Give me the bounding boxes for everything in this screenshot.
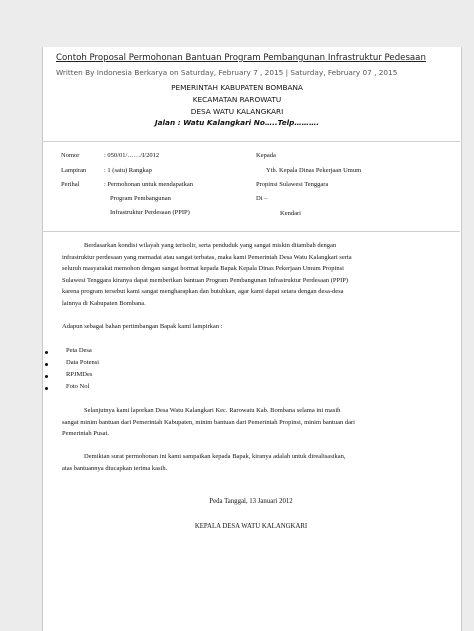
recipient-line-1: Yth. Kepala Dinas Pekerjaan Umum bbox=[266, 167, 362, 174]
perihal-line-3: Infrastruktur Perdesaan (PPIP) bbox=[110, 209, 190, 216]
separator-bottom bbox=[42, 231, 460, 232]
paragraph-3-line-2: sangat minim bantuan dari Pemerintah Kabupaten, minim bantuan dari Pemerintah Propinsi, minim bantuan dari bbox=[62, 418, 355, 426]
kop-line-3: DESA WATU KALANGKARI bbox=[190, 107, 284, 116]
recipient-city: Kendari bbox=[280, 210, 301, 217]
perihal-line-2: Program Pembangunan bbox=[110, 195, 171, 202]
paragraph-1-line-1: Berdasarkan kondisi wilayah yang terisolir, serta penduduk yang sangat miskin ditambah dengan bbox=[84, 242, 337, 249]
nomor-label: Nomor bbox=[61, 152, 80, 159]
perihal-label: Perihal bbox=[61, 181, 80, 188]
paragraph-4 bbox=[62, 451, 414, 474]
bullet-dot bbox=[45, 387, 48, 390]
perihal-line-1: : Permohonan untuk mendapatkan bbox=[104, 181, 193, 188]
recipient-line-2: Propinsi Sulawesi Tenggara bbox=[256, 181, 329, 188]
paragraph-2: Adapun sebagai bahan pertimbangan Bapak kami lampirkan : bbox=[62, 323, 223, 330]
separator-top bbox=[42, 141, 460, 142]
paragraph-1-line-3: seluruh masyarakat memohon dengan sangat hormat kepada Bapak Kepala Dinas Pekerjaan Umum Propinsi bbox=[62, 265, 344, 273]
kop-line-2: KECAMATAN RAROWATU bbox=[192, 95, 282, 104]
lampiran-value: : 1 (satu) Rangkap bbox=[104, 167, 152, 174]
attachment-item: Foto Nol bbox=[66, 383, 90, 390]
paragraph-1-line-5: karena program tersebut kami sangat mengharapkan dan butuhkan, agar kami dapat setara dengan desa-desa bbox=[62, 288, 344, 296]
post-title[interactable]: Contoh Proposal Permohonan Bantuan Program Pembangunan Infrastruktur Pedesaan bbox=[56, 53, 426, 63]
paragraph-1 bbox=[62, 240, 414, 310]
document-page bbox=[42, 47, 462, 631]
bullet-dot bbox=[45, 351, 48, 354]
place-date: Peda Tanggal, 13 Januari 2012 bbox=[209, 498, 293, 505]
paragraph-1-line-6: lainnya di Kabupaten Bombana. bbox=[62, 299, 146, 307]
signer-title: KEPALA DESA WATU KALANGKARI bbox=[194, 523, 308, 530]
kop-address: Jalan : Watu Kalangkari No…..Telp………. bbox=[154, 118, 320, 127]
paragraph-4-line-1: Demikian surat permohonan ini kami sampaikan kepada Bapak, kiranya adalah untuk direalisasikan, bbox=[84, 453, 346, 460]
attachment-item: Data Potensi bbox=[66, 359, 100, 366]
paragraph-4-line-2: atas bantuannya diucapkan terima kasih. bbox=[62, 464, 168, 472]
bullet-dot bbox=[45, 375, 48, 378]
kop-line-1: PEMERINTAH KABUPATEN BOMBANA bbox=[171, 83, 303, 92]
lampiran-label: Lampiran bbox=[61, 167, 87, 174]
bullet-dot bbox=[45, 363, 48, 366]
paragraph-3-line-1: Selanjutnya kami laporkan Desa Watu Kalangkari Kec. Rarowatu Kab. Bombana selama ini masih bbox=[84, 407, 341, 414]
post-meta: Written By Indonesia Berkarya on Saturday, February 7 , 2015 | Saturday, February 07 , 2015 bbox=[56, 68, 398, 77]
nomor-value: : 050/01/……/I/2012 bbox=[104, 152, 160, 159]
recipient-di: Di – bbox=[256, 195, 268, 202]
attachment-item: RPJMDes bbox=[66, 371, 93, 378]
paragraph-3-line-3: Pemerintah Pusat. bbox=[62, 430, 109, 438]
attachment-item: Peta Desa bbox=[66, 347, 92, 354]
recipient-kepada: Kepada bbox=[256, 152, 276, 159]
paragraph-3 bbox=[62, 405, 414, 440]
paragraph-1-line-2: infrastruktur perdesaan yang memadai atau sangat terbatas, maka kami Pemerintah Desa Watu Kalangkari serta bbox=[62, 253, 352, 261]
paragraph-1-line-4: Sulawesi Tenggara kiranya dapat memberikan bantuan Program Pembangunan Infrastruktur Perdesaan (PPIP) bbox=[62, 276, 349, 284]
